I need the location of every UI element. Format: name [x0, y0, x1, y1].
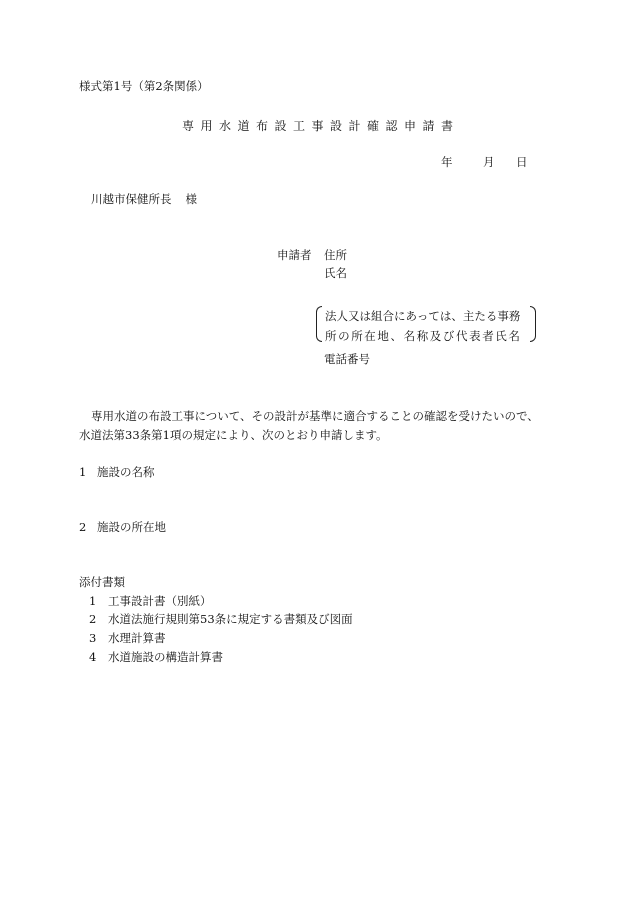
address-label: 住所: [324, 248, 347, 262]
body-text-line2: 水道法第33条第1項の規定により、次のとおり申請します。: [79, 428, 388, 442]
attachment-number: 2: [89, 612, 97, 626]
attachment-item: [89, 614, 353, 626]
item-label: 施設の所在地: [97, 520, 166, 534]
attachments-heading: 添付書類: [79, 575, 125, 589]
right-bracket: [530, 306, 536, 342]
item-facility-name: [79, 467, 155, 479]
date-year-label: 年: [441, 155, 453, 169]
left-bracket: [316, 306, 322, 342]
item-facility-location: [79, 522, 166, 534]
date-day-label: 日: [516, 155, 528, 169]
date-month-label: 月: [483, 155, 495, 169]
addressee-name: 川越市保健所長: [91, 192, 172, 206]
attachment-number: 4: [89, 650, 97, 664]
item-number: 2: [79, 520, 87, 534]
attachment-label: 水理計算書: [108, 631, 166, 645]
attachment-item: [89, 596, 212, 608]
attachment-label: 工事設計書（別紙）: [108, 594, 212, 608]
date-line: [441, 157, 528, 169]
document-title: 専用水道布設工事設計確認申請書: [182, 119, 460, 133]
item-label: 施設の名称: [97, 465, 155, 479]
addressee: [91, 194, 197, 206]
attachment-item: [89, 652, 223, 664]
applicant-label: 申請者: [277, 248, 312, 262]
form-number: 様式第1号（第2条関係）: [79, 79, 209, 93]
corporation-note-line2: 所の所在地、名称及び代表者氏名: [325, 329, 522, 343]
attachment-item: [89, 633, 166, 645]
phone-label: 電話番号: [324, 352, 370, 366]
name-label: 氏名: [324, 266, 347, 280]
addressee-honorific: 様: [185, 192, 197, 206]
attachment-label: 水道法施行規則第53条に規定する書類及び図面: [108, 612, 353, 626]
item-number: 1: [79, 465, 87, 479]
attachment-number: 3: [89, 631, 97, 645]
attachment-number: 1: [89, 594, 97, 608]
corporation-note: [316, 305, 536, 343]
attachment-label: 水道施設の構造計算書: [108, 650, 223, 664]
corporation-note-line1: 法人又は組合にあっては、主たる事務: [325, 309, 521, 323]
body-text-line1: 専用水道の布設工事について、その設計が基準に適合することの確認を受けたいので、: [91, 409, 539, 423]
